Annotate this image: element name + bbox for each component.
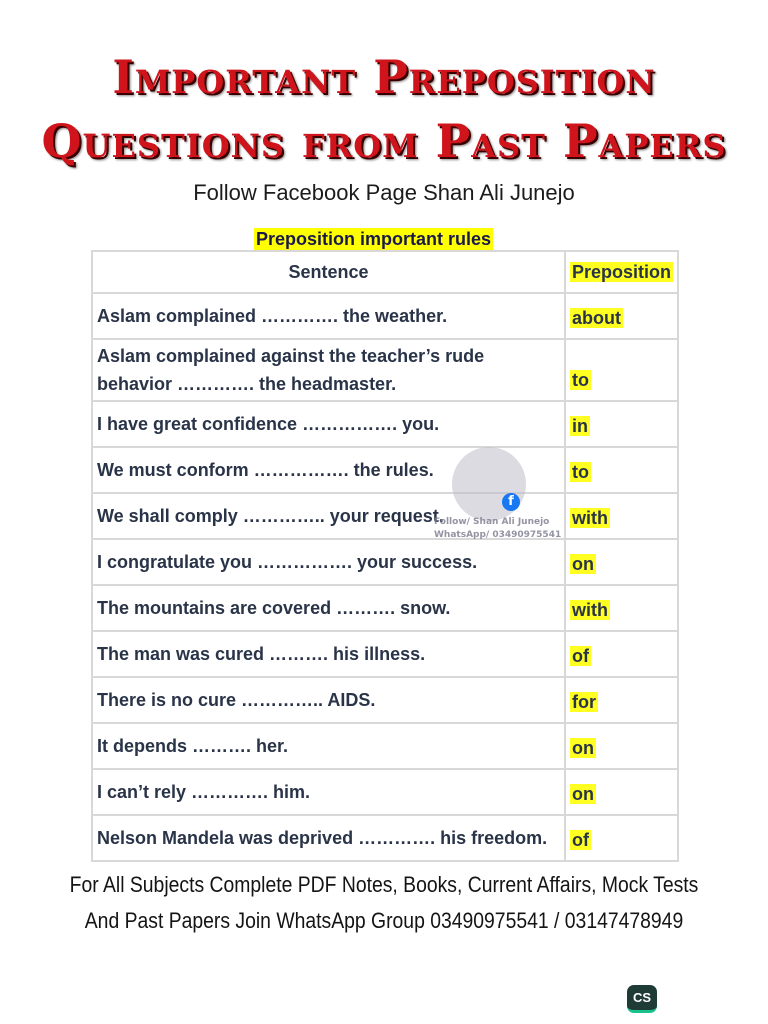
preposition-answer: in (571, 416, 588, 436)
sentence-cell: Nelson Mandela was deprived …………. his freedom. (92, 815, 565, 861)
preposition-answer: about (571, 308, 621, 328)
footer-line-2: And Past Papers Join WhatsApp Group 03490975541 / 03147478949 (84, 908, 684, 933)
preposition-cell (565, 447, 678, 493)
sentence-header (92, 251, 565, 293)
preposition-cell (565, 493, 678, 539)
preposition-cell (565, 723, 678, 769)
sentence-cell: There is no cure ………….. AIDS. (92, 677, 565, 723)
preposition-answer: for (571, 692, 596, 712)
watermark-text (434, 516, 561, 542)
table-row (92, 677, 678, 723)
preposition-answer: of (571, 830, 589, 850)
table-row (92, 339, 678, 401)
preposition-answer: on (571, 554, 594, 574)
table-row (92, 293, 678, 339)
preposition-answer: with (571, 600, 608, 620)
watermark-line-2: WhatsApp/ 03490975541 (434, 530, 562, 540)
title-line-1: Important Preposition (112, 50, 656, 104)
preposition-answer: to (571, 370, 589, 390)
preposition-cell (565, 293, 678, 339)
facebook-icon: f (502, 493, 520, 511)
preposition-answer: with (571, 508, 608, 528)
preposition-answer: on (571, 738, 594, 758)
watermark-line-1: Follow/ Shan Ali Junejo (434, 517, 550, 527)
camscanner-logo: CS (627, 985, 657, 1013)
sentence-cell: I have great confidence ……………. you. (92, 401, 565, 447)
table-row (92, 631, 678, 677)
table-row (92, 401, 678, 447)
preposition-answer: of (571, 646, 589, 666)
preposition-cell (565, 631, 678, 677)
sentence-cell: The man was cured ………. his illness. (92, 631, 565, 677)
rules-title: Preposition important rules (256, 229, 492, 249)
preposition-header-label: Preposition (571, 261, 671, 282)
prepositions-table (91, 250, 679, 862)
preposition-answer: on (571, 784, 594, 804)
title-line-2: Questions from Past Papers (41, 114, 727, 168)
preposition-cell (565, 677, 678, 723)
subtitle: Follow Facebook Page Shan Ali Junejo (193, 180, 575, 205)
table-header-row (92, 251, 678, 293)
sentence-cell: The mountains are covered ………. snow. (92, 585, 565, 631)
preposition-cell (565, 401, 678, 447)
table-row (92, 815, 678, 861)
sentence-header-label: Sentence (288, 261, 369, 282)
preposition-cell (565, 339, 678, 401)
preposition-cell (565, 815, 678, 861)
table-row (92, 447, 678, 493)
sentence-cell: I congratulate you ……………. your success. (92, 539, 565, 585)
sentence-cell: Aslam complained …………. the weather. (92, 293, 565, 339)
table-row (92, 769, 678, 815)
preposition-header (565, 251, 678, 293)
preposition-cell (565, 769, 678, 815)
preposition-cell (565, 539, 678, 585)
sentence-cell: It depends ………. her. (92, 723, 565, 769)
table-row (92, 585, 678, 631)
table-row (92, 493, 678, 539)
preposition-answer: to (571, 462, 589, 482)
sentence-cell: We shall comply ………….. your request. (92, 493, 565, 539)
preposition-cell (565, 585, 678, 631)
sentence-cell: Aslam complained against the teacher’s rude behavior …………. the headmaster. (92, 339, 565, 401)
table-row (92, 539, 678, 585)
footer-line-1: For All Subjects Complete PDF Notes, Books, Current Affairs, Mock Tests (69, 872, 699, 897)
sentence-cell: I can’t rely …………. him. (92, 769, 565, 815)
table-row (92, 723, 678, 769)
sentence-cell: We must conform ……………. the rules. (92, 447, 565, 493)
